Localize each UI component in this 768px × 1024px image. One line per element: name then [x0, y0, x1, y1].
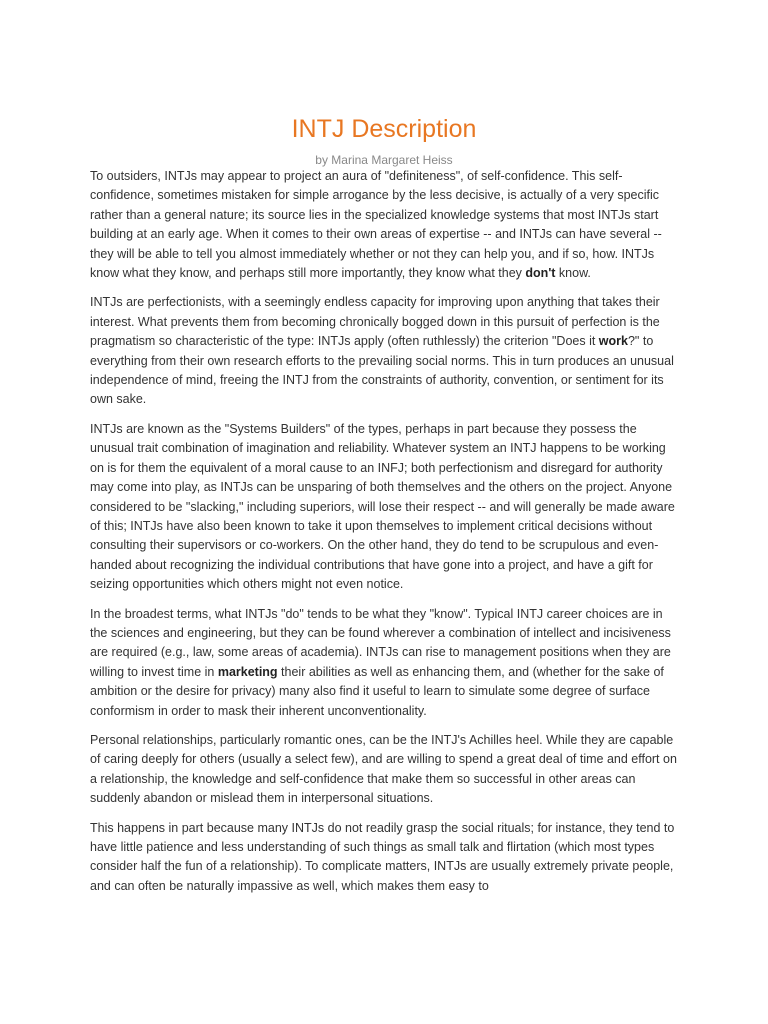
emphasis-text: work — [598, 334, 628, 349]
document-title: INTJ Description — [291, 115, 477, 143]
paragraph-text: know. — [555, 266, 591, 281]
paragraph-text: Personal relationships, particularly romantic ones, can be the INTJ's Achilles heel. While they are capable of caring deeply for others (usually a select few), and are willing to spend a great deal of time and effort on a relationship, the knowledge and self-confidence that make them so successful in other areas can suddenly abandon or mislead them in interpersonal situations. — [90, 732, 677, 806]
paragraph-text: In the broadest terms, what INTJs "do" tends to be what they "know". Typical INTJ career choices are in the sciences and engineering, but they can be found wherever a combination of intellect and incisiveness are required (e.g., law, some areas of academia). INTJs can rise to management positions when they are willing to invest time in — [90, 606, 671, 679]
paragraph-5 — [90, 731, 678, 809]
emphasis-text: don't — [525, 266, 556, 281]
document-page — [90, 112, 678, 906]
paragraph-text: INTJs are known as the "Systems Builders" of the types, perhaps in part because they possess the unusual trait combination of imagination and reliability. Whatever system an INTJ happens to be working on is for them the equivalent of a moral cause to an INFJ; both perfectionism and disregard for authority may come into play, as INTJs can be unsparing of both themselves and the others on the project. Anyone considered to be "slacking," including superiors, will lose their respect -- and will generally be made aware of this; INTJs have also been known to take it upon themselves to implement critical decisions without consulting their supervisors or co-workers. On the other hand, they do tend to be scrupulous and even-handed about recognizing the individual contributions that have gone into a project, and have a gift for seizing opportunities which others might not even notice. — [90, 421, 675, 592]
paragraph-6 — [90, 819, 678, 897]
paragraph-text: ?" to everything from their own research efforts to the prevailing social norms. This in turn produces an unusual independence of mind, freeing the INTJ from the constraints of authority, convention, or sentiment for its own sake. — [90, 334, 674, 407]
paragraph-3 — [90, 420, 678, 595]
paragraph-text: INTJs are perfectionists, with a seemingly endless capacity for improving upon anything that takes their interest. What prevents them from becoming chronically bogged down in this pursuit of perfection is the pragmatism so characteristic of the type: INTJs apply (often ruthlessly) the criterion "Does it — [90, 295, 660, 349]
paragraph-text: their abilities as well as enhancing them, and (whether for the sake of ambition or the desire for privacy) many also find it useful to learn to simulate some degree of surface conformism in order to mask their inherent unconventionality. — [90, 664, 664, 718]
paragraph-text: To outsiders, INTJs may appear to project an aura of "definiteness", of self-confidence. This self-confidence, sometimes mistaken for simple arrogance by the less decisive, is actually of a very specific rather than a general nature; its source lies in the specialized knowledge systems that most INTJs start building at an early age. When it comes to their own areas of expertise -- and INTJs can have several -- they will be able to tell you almost immediately whether or not they can help you, and if so, how. INTJs know what they know, and perhaps still more importantly, they know what they — [90, 169, 662, 281]
paragraph-text: This happens in part because many INTJs do not readily grasp the social rituals; for instance, they tend to have little patience and less understanding of such things as small talk and flirtation (which most types consider half the fun of a relationship). To complicate matters, INTJs are usually extremely private people, and can often be naturally impassive as well, which makes them easy to — [90, 820, 675, 893]
paragraph-4 — [90, 605, 678, 721]
paragraph-2 — [90, 293, 678, 409]
paragraph-1 — [90, 167, 678, 283]
author-byline: by Marina Margaret Heiss — [315, 153, 453, 167]
emphasis-text: marketing — [217, 664, 278, 679]
